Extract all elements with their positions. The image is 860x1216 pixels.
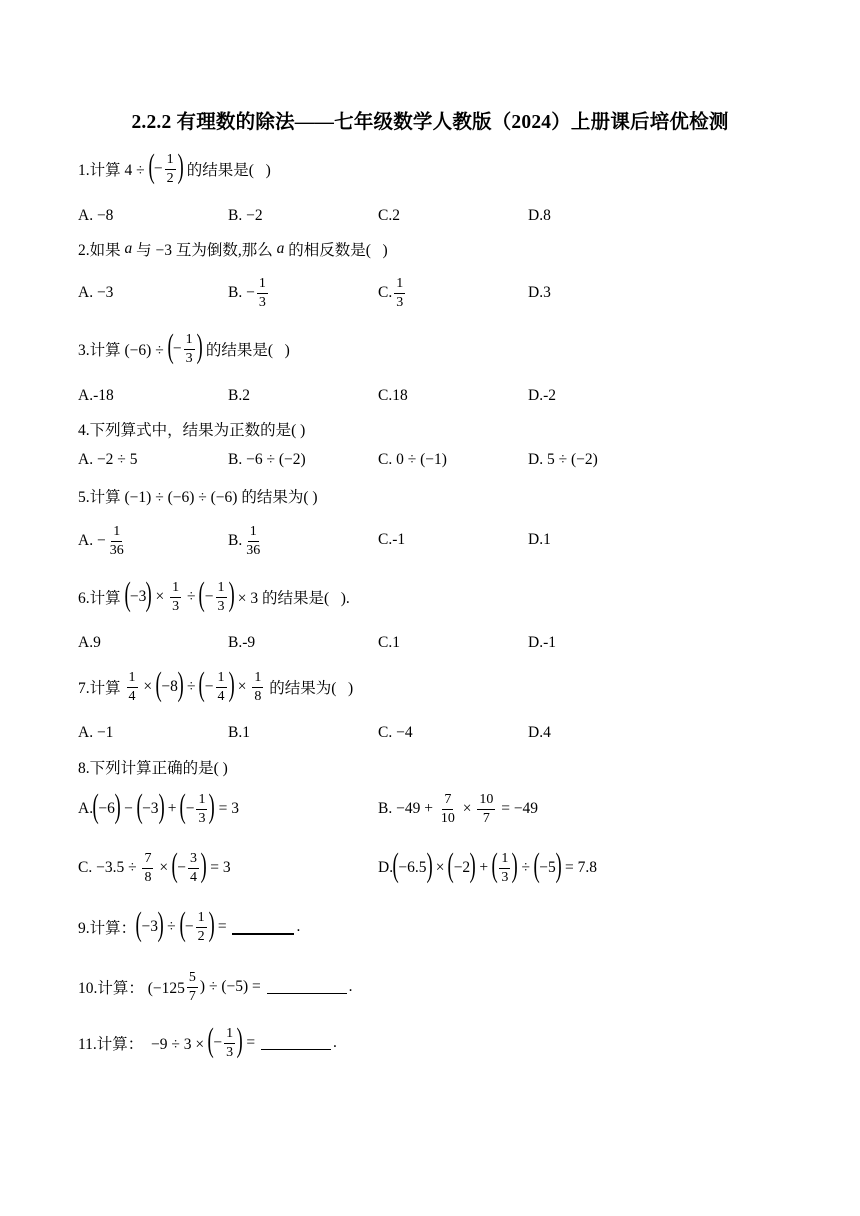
question-4: 4.下列算式中，结果为正数的是( ) bbox=[78, 422, 306, 439]
question-10 bbox=[78, 965, 353, 1009]
q6-stem: 6.计算 bbox=[78, 590, 125, 607]
times-sign: × bbox=[233, 678, 251, 695]
times-sign: × bbox=[139, 678, 157, 695]
q3-option-a[interactable]: A.-18 bbox=[78, 387, 114, 404]
right-paren: ) bbox=[555, 847, 562, 884]
denominator: 4 bbox=[190, 869, 198, 885]
minus-sign: − bbox=[185, 800, 195, 817]
left-paren: ( bbox=[198, 576, 206, 613]
q6-tail: × 3 的结果是( ). bbox=[233, 590, 350, 607]
right-paren: ) bbox=[157, 906, 164, 943]
fraction bbox=[142, 852, 153, 885]
question-6 bbox=[78, 575, 350, 619]
q11-stem: 11.计算： −9 ÷ 3 × bbox=[78, 1036, 209, 1053]
right-paren: ) bbox=[426, 847, 433, 884]
q7-stem: 7.计算 bbox=[78, 680, 125, 697]
variable-a: a bbox=[124, 240, 133, 257]
q3-option-b[interactable]: B.2 bbox=[228, 387, 250, 404]
right-paren: ) bbox=[469, 847, 476, 884]
number: −3 bbox=[129, 588, 147, 605]
left-paren: ( bbox=[179, 906, 186, 943]
q7-option-c[interactable]: C. −4 bbox=[378, 724, 413, 741]
denominator: 8 bbox=[254, 688, 262, 704]
question-3 bbox=[78, 328, 290, 370]
right-paren: ) bbox=[236, 1022, 243, 1059]
denominator: 4 bbox=[217, 688, 225, 704]
q7-option-b[interactable]: B.1 bbox=[228, 724, 250, 741]
q2-option-b[interactable] bbox=[228, 271, 270, 315]
minus-sign: − bbox=[172, 340, 182, 357]
q8-option-d[interactable] bbox=[378, 846, 597, 890]
q8-option-a[interactable] bbox=[78, 787, 239, 831]
left-paren: ( bbox=[198, 666, 206, 703]
q3-option-c[interactable]: C.18 bbox=[378, 387, 408, 404]
left-paren: ( bbox=[447, 847, 455, 884]
numerator: 1 bbox=[111, 525, 122, 542]
result: = 3 bbox=[206, 859, 231, 876]
fraction bbox=[170, 581, 181, 614]
answer-blank[interactable] bbox=[267, 992, 347, 994]
q5-option-b[interactable] bbox=[228, 519, 264, 563]
fraction bbox=[165, 153, 176, 186]
answer-blank[interactable] bbox=[261, 1048, 331, 1050]
fraction bbox=[184, 333, 195, 366]
numerator: 1 bbox=[394, 277, 405, 294]
question-1 bbox=[78, 148, 271, 190]
right-paren: ) bbox=[228, 576, 235, 613]
period: . bbox=[332, 1034, 337, 1051]
left-paren: ( bbox=[171, 847, 178, 884]
right-paren: ) bbox=[177, 666, 184, 703]
fraction bbox=[439, 793, 457, 826]
option-label: C. bbox=[378, 284, 393, 301]
denominator: 3 bbox=[172, 598, 180, 614]
q1-stem: 1.计算 4 ÷ bbox=[78, 162, 149, 179]
q3-option-d[interactable]: D.-2 bbox=[528, 387, 556, 404]
minus-sign: − bbox=[204, 678, 214, 695]
question-7 bbox=[78, 665, 353, 709]
q2-middle: 与 −3 互为倒数,那么 bbox=[132, 242, 277, 259]
minus-sign: − bbox=[213, 1034, 223, 1051]
left-paren: ( bbox=[135, 906, 142, 943]
fraction bbox=[499, 852, 510, 885]
numerator: 10 bbox=[477, 793, 495, 810]
denominator: 7 bbox=[188, 988, 196, 1004]
number: −5 bbox=[539, 859, 556, 876]
fraction bbox=[224, 1027, 235, 1060]
plus-sign: + bbox=[475, 859, 493, 876]
times-sign: × bbox=[151, 588, 169, 605]
q5-option-a[interactable] bbox=[78, 519, 128, 563]
numerator: 1 bbox=[257, 277, 268, 294]
left-paren: ( bbox=[533, 847, 540, 884]
left-paren: ( bbox=[491, 847, 498, 884]
numerator: 5 bbox=[187, 971, 198, 988]
q1-option-c[interactable]: C.2 bbox=[378, 207, 400, 224]
fraction bbox=[196, 911, 207, 944]
question-11 bbox=[78, 1021, 337, 1065]
period: . bbox=[296, 918, 301, 935]
q1-option-b[interactable]: B. −2 bbox=[228, 207, 263, 224]
fraction bbox=[127, 671, 138, 704]
numerator: 1 bbox=[184, 333, 195, 350]
right-paren: ) bbox=[145, 576, 153, 613]
divide-sign: ÷ bbox=[183, 588, 200, 605]
option-label: B. −49 + bbox=[378, 800, 437, 817]
numerator: 7 bbox=[142, 852, 153, 869]
question-2 bbox=[78, 238, 388, 260]
q3-tail: 的结果是( ) bbox=[201, 342, 290, 359]
question-9 bbox=[78, 905, 300, 949]
plus-sign: + bbox=[163, 800, 181, 817]
denominator: 2 bbox=[197, 928, 205, 944]
fraction bbox=[216, 671, 227, 704]
numerator: 7 bbox=[442, 793, 453, 810]
right-paren: ) bbox=[511, 847, 519, 884]
denominator: 8 bbox=[144, 869, 152, 885]
minus-sign: − bbox=[184, 918, 194, 935]
number: −3 bbox=[141, 918, 158, 935]
fraction bbox=[196, 793, 207, 826]
q2-option-a[interactable]: A. −3 bbox=[78, 284, 114, 301]
right-paren: ) bbox=[177, 148, 184, 185]
q7-option-a[interactable]: A. −1 bbox=[78, 724, 114, 741]
option-label: C. −3.5 ÷ bbox=[78, 859, 141, 876]
numerator: 1 bbox=[196, 793, 207, 810]
q6-option-b[interactable]: B.-9 bbox=[228, 634, 256, 651]
denominator: 3 bbox=[258, 294, 266, 310]
q5-option-c[interactable]: C.-1 bbox=[378, 531, 406, 548]
denominator: 2 bbox=[166, 170, 174, 186]
q4-option-d[interactable]: D. 5 ÷ (−2) bbox=[528, 451, 598, 468]
numerator: 1 bbox=[216, 581, 227, 598]
left-paren: ( bbox=[148, 148, 155, 185]
q2-option-c[interactable] bbox=[378, 271, 407, 315]
option-label: B. bbox=[228, 532, 243, 549]
numerator: 1 bbox=[499, 852, 510, 869]
fraction bbox=[252, 671, 263, 704]
q6-option-a[interactable]: A.9 bbox=[78, 634, 101, 651]
denominator: 36 bbox=[109, 542, 124, 558]
number: −2 bbox=[453, 859, 471, 876]
q8-option-b[interactable] bbox=[378, 787, 538, 831]
number: −6.5 bbox=[398, 859, 427, 876]
fraction bbox=[188, 852, 199, 885]
denominator: 3 bbox=[501, 869, 509, 885]
page-title: 2.2.2 有理数的除法——七年级数学人教版（2024）上册课后培优检测 bbox=[131, 112, 729, 133]
number: −3 bbox=[142, 800, 159, 817]
minus-operator: − bbox=[120, 800, 137, 817]
equals-sign: = bbox=[213, 918, 231, 935]
left-paren: ( bbox=[207, 1022, 214, 1059]
question-8: 8.下列计算正确的是( ) bbox=[78, 760, 228, 777]
times-sign: × bbox=[155, 859, 172, 876]
numerator: 1 bbox=[252, 671, 263, 688]
right-paren: ) bbox=[228, 666, 235, 703]
q4-option-b[interactable]: B. −6 ÷ (−2) bbox=[228, 451, 306, 468]
divide-sign: ÷ bbox=[517, 859, 534, 876]
q1-option-a[interactable]: A. −8 bbox=[78, 207, 114, 224]
q2-option-d[interactable]: D.3 bbox=[528, 284, 551, 301]
q2-tail: 的相反数是( ) bbox=[284, 242, 388, 259]
q6-option-c[interactable]: C.1 bbox=[378, 634, 400, 651]
fraction bbox=[394, 277, 405, 310]
minus-sign: − bbox=[153, 160, 163, 177]
right-paren: ) bbox=[208, 906, 215, 943]
numerator: 1 bbox=[165, 153, 176, 170]
divide-sign: ÷ bbox=[163, 918, 180, 935]
left-paren: ( bbox=[92, 788, 99, 825]
q9-stem: 9.计算： bbox=[78, 920, 137, 937]
right-paren: ) bbox=[158, 788, 165, 825]
q4-option-a[interactable]: A. −2 ÷ 5 bbox=[78, 451, 138, 468]
option-label: B. − bbox=[228, 284, 255, 301]
option-label: A. bbox=[78, 800, 94, 817]
question-5: 5.计算 (−1) ÷ (−6) ÷ (−6) 的结果为( ) bbox=[78, 489, 318, 506]
q2-stem: 2.如果 bbox=[78, 242, 125, 259]
answer-blank[interactable] bbox=[232, 932, 294, 935]
numerator: 1 bbox=[248, 525, 259, 542]
right-paren: ) bbox=[114, 788, 121, 825]
equals-sign: = bbox=[242, 1034, 259, 1051]
q1-tail: 的结果是( ) bbox=[182, 162, 271, 179]
q4-option-c[interactable]: C. 0 ÷ (−1) bbox=[378, 451, 447, 468]
numerator: 1 bbox=[216, 671, 227, 688]
denominator: 3 bbox=[226, 1044, 234, 1060]
result: = 3 bbox=[214, 800, 240, 817]
q5-option-d[interactable]: D.1 bbox=[528, 531, 551, 548]
q6-option-d[interactable]: D.-1 bbox=[528, 634, 556, 651]
denominator: 3 bbox=[185, 350, 193, 366]
result: = 7.8 bbox=[561, 859, 597, 876]
denominator: 36 bbox=[246, 542, 261, 558]
divide-sign: ÷ bbox=[183, 678, 200, 695]
right-paren: ) bbox=[209, 788, 216, 825]
left-paren: ( bbox=[136, 788, 143, 825]
times-sign: × bbox=[458, 800, 476, 817]
left-paren: ( bbox=[179, 788, 187, 825]
left-paren: ( bbox=[167, 328, 174, 365]
result: = −49 bbox=[497, 800, 539, 817]
left-paren: ( bbox=[124, 576, 131, 613]
left-paren: ( bbox=[392, 847, 399, 884]
fraction bbox=[244, 525, 262, 558]
number: −6 bbox=[98, 800, 115, 817]
numerator: 1 bbox=[170, 581, 181, 598]
option-label: A. − bbox=[78, 532, 106, 549]
numerator: 1 bbox=[224, 1027, 235, 1044]
numerator: 3 bbox=[188, 852, 199, 869]
variable-a: a bbox=[276, 240, 285, 257]
q10-stem: 10.计算： (−125 bbox=[78, 980, 185, 997]
left-paren: ( bbox=[155, 666, 162, 703]
denominator: 4 bbox=[128, 688, 136, 704]
times-sign: × bbox=[431, 859, 449, 876]
minus-sign: − bbox=[204, 588, 214, 605]
fraction bbox=[216, 581, 227, 614]
fraction bbox=[108, 525, 126, 558]
q3-stem: 3.计算 (−6) ÷ bbox=[78, 342, 168, 359]
denominator: 3 bbox=[198, 810, 206, 826]
fraction bbox=[477, 793, 495, 826]
numerator: 1 bbox=[127, 671, 138, 688]
numerator: 1 bbox=[196, 911, 207, 928]
q8-option-c[interactable] bbox=[78, 846, 231, 890]
denominator: 3 bbox=[396, 294, 404, 310]
q1-option-d[interactable]: D.8 bbox=[528, 207, 551, 224]
minus-sign: − bbox=[177, 859, 187, 876]
q7-option-d[interactable]: D.4 bbox=[528, 724, 551, 741]
q7-tail: 的结果为( ) bbox=[265, 680, 354, 697]
denominator: 7 bbox=[482, 810, 490, 826]
denominator: 3 bbox=[217, 598, 225, 614]
right-paren: ) bbox=[196, 328, 203, 365]
number: −8 bbox=[161, 678, 178, 695]
right-paren: ) bbox=[200, 847, 207, 884]
period: . bbox=[348, 978, 353, 995]
fraction bbox=[187, 971, 198, 1004]
denominator: 10 bbox=[440, 810, 455, 826]
fraction bbox=[257, 277, 268, 310]
q10-tail: ) ÷ (−5) = bbox=[199, 978, 265, 995]
option-label: D. bbox=[378, 859, 394, 876]
